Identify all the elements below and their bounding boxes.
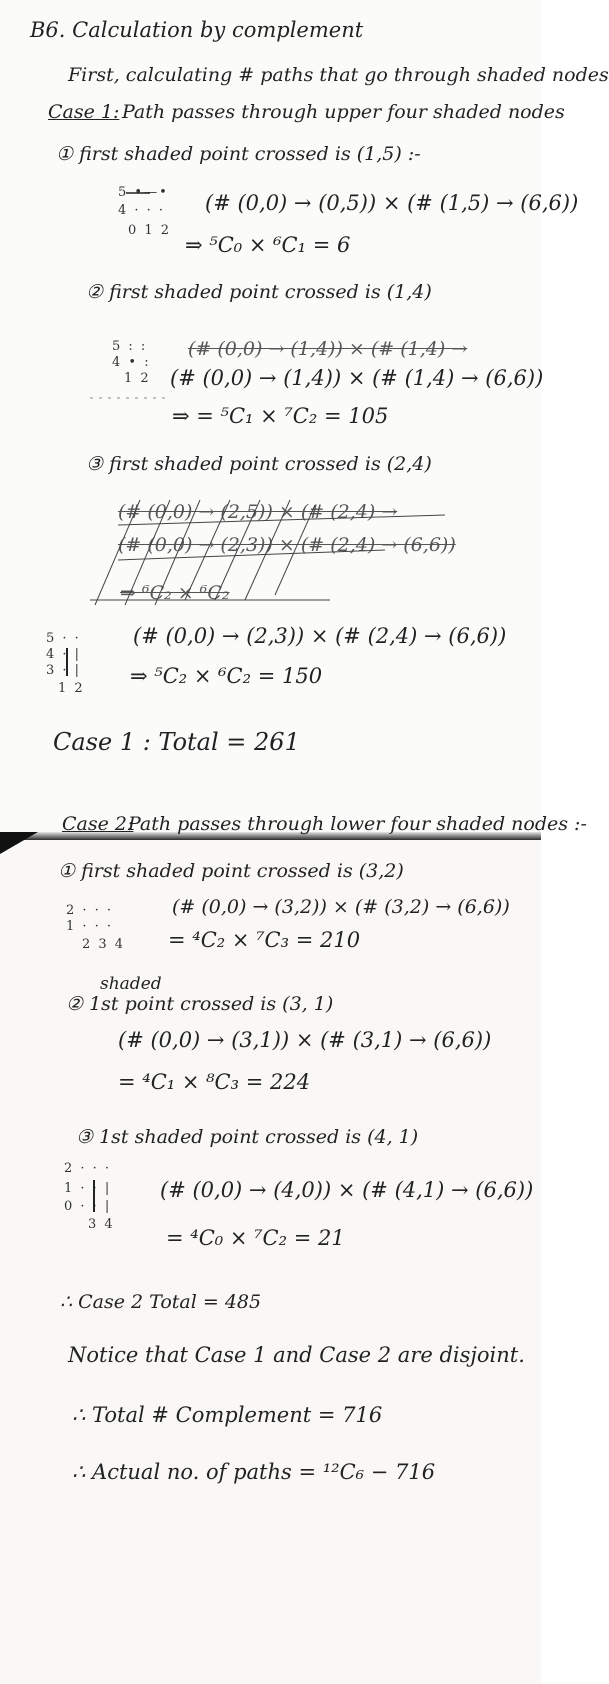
case2-description: Path passes through lower four shaded nodes :- (128, 813, 587, 835)
case1-step3-struck-line-3: ⇒ ⁶C₂ × ⁶C₂ (120, 582, 230, 604)
case2-step3-grid-row0: 0 · · | (64, 1199, 112, 1214)
case1-step3-result: ⇒ ⁵C₂ × ⁶C₂ = 150 (130, 664, 323, 688)
case2-step2-result: = ⁴C₁ × ⁸C₃ = 224 (118, 1070, 311, 1094)
cross-hatch-strike (90, 500, 445, 605)
case1-step1-result: ⇒ ⁵C₀ × ⁶C₁ = 6 (185, 233, 351, 257)
actual-paths: ∴ Actual no. of paths = ¹²C₆ − 716 (72, 1460, 436, 1484)
case1-step1-grid-row4: 4 · · · (118, 203, 166, 218)
case1-step1-grid-axis: 0 1 2 (128, 223, 172, 238)
case1-step2-struck-line: (# (0,0) → (1,4)) × (# (1,4) → (188, 338, 468, 360)
case1-step2-grid-axis: 1 2 (124, 371, 151, 386)
case2-step3-grid-row1: 1 · · | (64, 1181, 112, 1196)
intro-line: First, calculating # paths that go through shaded nodes (68, 64, 609, 86)
case2-step3-label: ③ 1st shaded point crossed is (4, 1) (76, 1126, 419, 1148)
case1-step2-result: ⇒ = ⁵C₁ × ⁷C₂ = 105 (172, 404, 389, 428)
case1-step3-grid-row4: 4 · | (46, 647, 82, 662)
page-title: B6. Calculation by complement (30, 18, 364, 42)
case2-step1-grid-axis: 2 3 4 (82, 937, 126, 952)
disjoint-note: Notice that Case 1 and Case 2 are disjoint. (68, 1343, 525, 1367)
case1-step2-expression: (# (0,0) → (1,4)) × (# (1,4) → (6,6)) (170, 366, 544, 390)
case2-heading: Case 2: (62, 813, 134, 835)
case1-step3-struck-line-1: (# (0,0) → (2,5)) × (# (2,4) → (118, 501, 398, 523)
case1-step3-grid-row5: 5 · · (46, 631, 81, 646)
case2-step3-expression: (# (0,0) → (4,0)) × (# (4,1) → (6,6)) (160, 1178, 534, 1202)
case1-step1-label: ① first shaded point crossed is (1,5) :- (56, 143, 421, 165)
case2-step2-expression: (# (0,0) → (3,1)) × (# (3,1) → (6,6)) (118, 1028, 492, 1052)
case1-step3-grid-row3: 3 · | (46, 663, 82, 678)
case1-total: Case 1 : Total = 261 (53, 728, 300, 756)
case2-step1-label: ① first shaded point crossed is (3,2) (58, 860, 404, 882)
case2-step2-annotation: shaded (100, 974, 162, 994)
case2-step3-grid-axis: 3 4 (88, 1217, 115, 1232)
case2-step3-grid-row2: 2 · · · (64, 1161, 112, 1176)
case2-total: ∴ Case 2 Total = 485 (60, 1291, 262, 1313)
case1-description: Path passes through upper four shaded nodes (122, 101, 565, 123)
case2-step1-result: = ⁴C₂ × ⁷C₃ = 210 (168, 928, 361, 952)
case1-step3-struck-line-2: (# (0,0) → (2,3)) × (# (2,4) → (6,6)) (118, 534, 456, 556)
case1-step1-grid-row5: 5 •—• (118, 185, 169, 200)
case2-step1-grid-row1: 1 · · · (66, 919, 114, 934)
case2-step1-expression: (# (0,0) → (3,2)) × (# (3,2) → (6,6)) (172, 896, 510, 918)
case2-step3-result: = ⁴C₀ × ⁷C₂ = 21 (166, 1226, 345, 1250)
case1-step2-grid-row5: 5 : : (112, 339, 148, 354)
case1-step3-expression: (# (0,0) → (2,3)) × (# (2,4) → (6,6)) (133, 624, 507, 648)
case1-step2-label: ② first shaded point crossed is (1,4) (86, 281, 432, 303)
case2-step1-grid-row2: 2 · · · (66, 903, 114, 918)
case1-heading: Case 1: (48, 101, 120, 123)
case1-step2-grid-row4: 4 • : (112, 355, 151, 370)
case1-step1-expression: (# (0,0) → (0,5)) × (# (1,5) → (6,6)) (205, 191, 579, 215)
total-complement: ∴ Total # Complement = 716 (72, 1403, 383, 1427)
case1-step3-grid-axis: 1 2 (58, 681, 85, 696)
case1-step3-label: ③ first shaded point crossed is (2,4) (86, 453, 432, 475)
case2-step2-label: ② 1st point crossed is (3, 1) (66, 993, 334, 1015)
